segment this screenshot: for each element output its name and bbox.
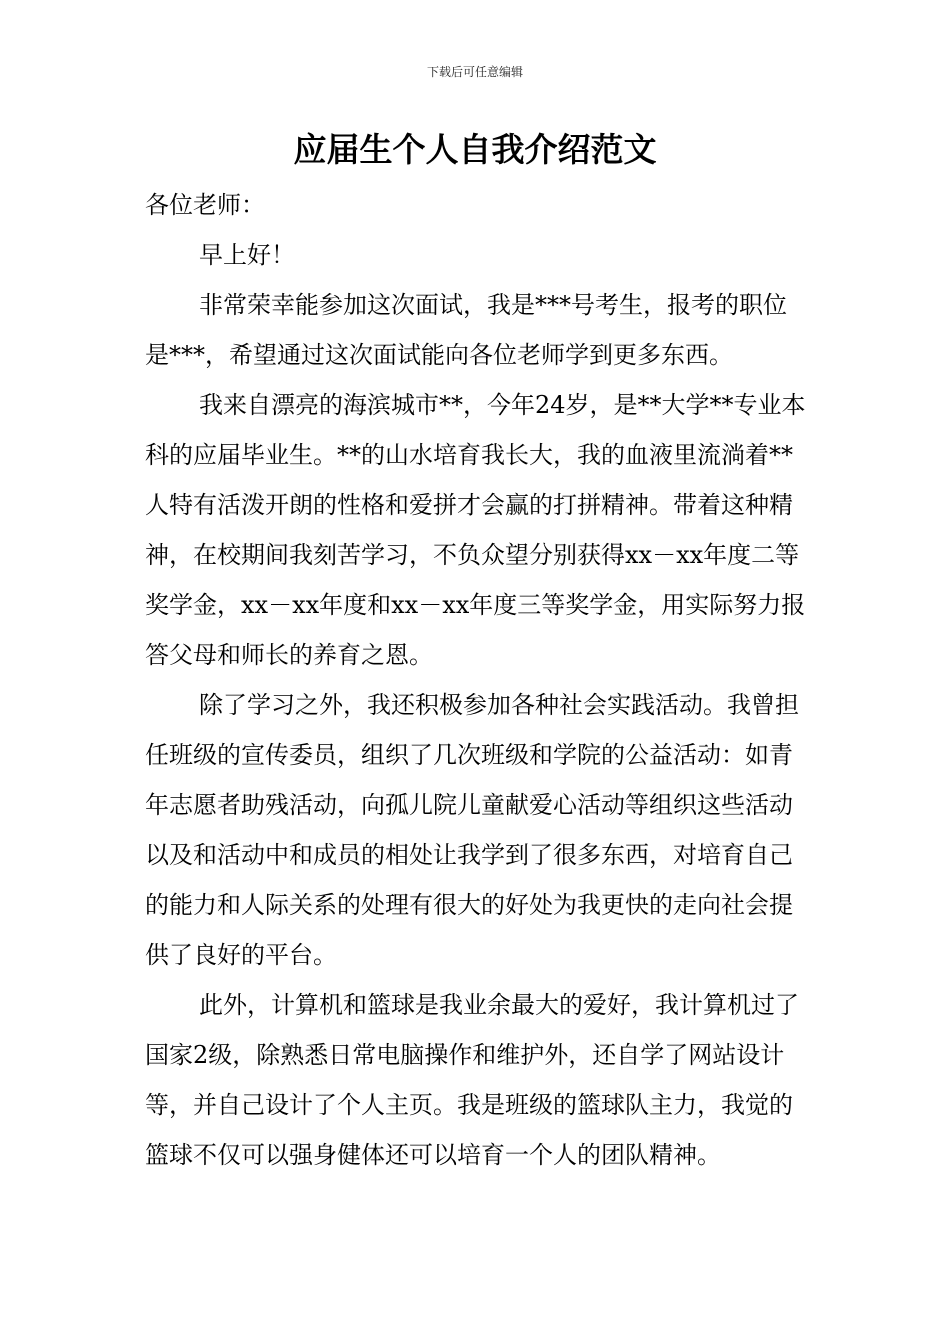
paragraph-hobbies: 此外，计算机和篮球是我业余最大的爱好，我计算机过了国家2级，除熟悉日常电脑操作和维护外，还自学了网站设计等，并自己设计了个人主页。我是班级的篮球队主力，我觉的篮球不仅可以强身健体还可以培育一个人的团队精神。 <box>145 991 799 1169</box>
document-body <box>145 180 810 1180</box>
paragraph-activities: 除了学习之外，我还积极参加各种社会实践活动。我曾担任班级的宣传委员，组织了几次班级和学院的公益活动：如青年志愿者助残活动，向孤儿院儿童献爱心活动等组织这些活动以及和活动中和成员的相处让我学到了很多东西，对培育自己的能力和人际关系的处理有很大的好处为我更快的走向社会提供了良好的平台。 <box>145 691 799 969</box>
paragraph-intro: 非常荣幸能参加这次面试，我是***号考生，报考的职位是***，希望通过这次面试能向各位老师学到更多东西。 <box>145 291 787 369</box>
document-title: 应届生个人自我介绍范文 <box>293 130 657 169</box>
greeting: 各位老师： <box>145 191 265 219</box>
paragraph-morning: 早上好！ <box>199 241 295 269</box>
header-note: 下载后可任意编辑 <box>426 65 523 79</box>
paragraph-background: 我来自漂亮的海滨城市**，今年24岁，是**大学**专业本科的应届毕业生。**的山水培育我长大，我的血液里流淌着**人特有活泼开朗的性格和爱拼才会赢的打拼精神。带着这种精神，在校期间我刻苦学习，不负众望分别获得xx－xx年度二等奖学金，xx－xx年度和xx－xx年度三等奖学金，用实际努力报答父母和师长的养育之恩。 <box>145 391 806 669</box>
